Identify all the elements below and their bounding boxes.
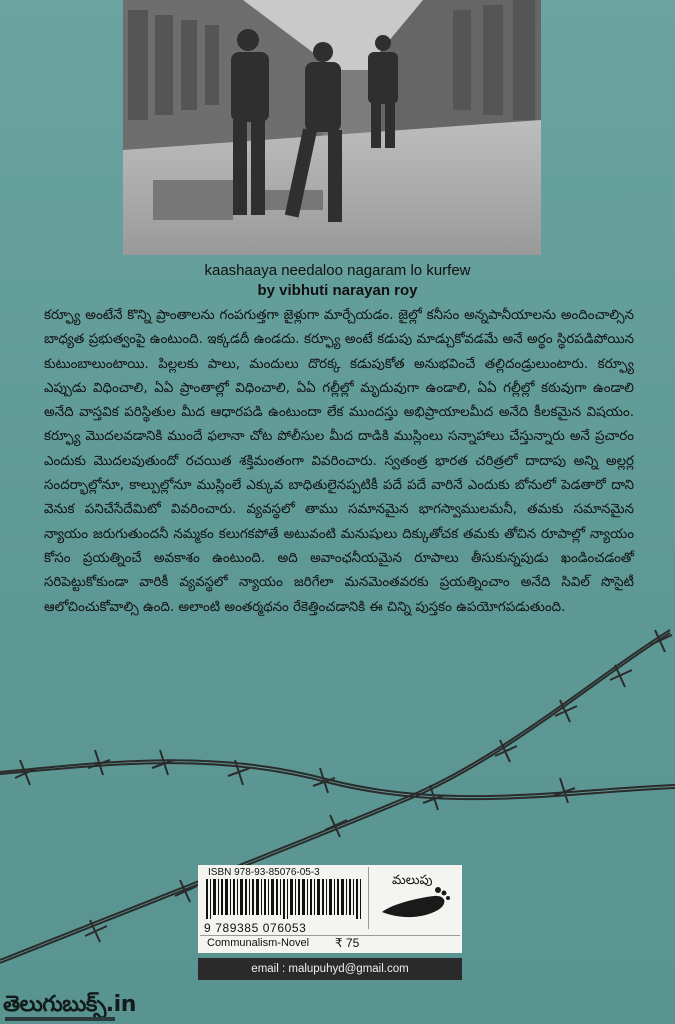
caption-author: by vibhuti narayan roy <box>257 282 418 299</box>
panel-divider-vertical <box>368 867 369 929</box>
blurb-text: కర్ఫ్యూ అంటేనే కొన్ని ప్రాంతాలను గంపగుత్తగా జైళ్లుగా మార్చేయడం. జైల్లో కనీసం అన్నపానీయాలను అందించాల్సిన బాధ్యత ప్రభుత్వంపై ఉంటుంది. ఇక్కడదీ ఉండదు. కర్ఫ్యూ అంటే కడుపు మాడ్చుకోవడమే అనే అర్థం స్థిరపడిపోయిన కుటుంబాలుంటాయి. పిల్లలకు పాలు, మందులు దొరక్క కడుపుకోత అనుభవించే తల్లిదండ్రులుంటారు. కర్ఫ్యూ ఎప్పుడు విధించాలి, ఏఏ ప్రాంతాల్లో విధించాలి, ఏఏ గల్లీల్లో మృదువుగా ఉండాలి, ఏఏ గల్లీల్లో కఠువుగా ఉండాలి అనేది వాస్తవిక పరిస్థితుల మీద ఆధారపడి ఉంటుందా లేక ముందస్తు అభిప్రాయాలమీద అనేది కీలకమైన విషయం. కర్ఫ్యూ మొదలవడానికి ముందే ఫలానా చోట పోలీసుల మీద దాడికి ముస్లింలు సన్నాహాలు చేస్తున్నారు అనే ప్రచారం ఎందుకు మొదలవుతుందో రచయిత శక్తిమంతంగా వివరించారు. స్వతంత్ర భారత చరిత్రలో దాదాపు అన్ని అల్లర్ల సందర్భాల్లోనూ, కాల్పుల్లోనూ ముస్లింలే ఎక్కువ బాధితులైనప్పటికీ పదే పదే వారినే ఎందుకు బోనులో పెడతారో దాని వెనుక పనిచేసేదేమిటో వివరించారు. వ్యవస్థలో తాము సమానమైన భాగస్వాములమనీ, తమకు సమానమైన న్యాయం జరుగుతుందనీ నమ్మకం కలుగకపోతే అటువంటి మనుషులు దిక్కుతోచక తమకు తోచిన రూపాల్లో న్యాయం కోసం ప్రయత్నించే అవకాశం ఉంటుంది. అది అవాంఛనీయమైన రూపాలు తీసుకున్నపుడు ఖండించడంతో సరిపెట్టుకోకుండా వారికీ వ్యవస్థలో న్యాయం జరిగేలా మనమెంతవరకు ప్రయత్నించాం అనేది సివిల్ సొసైటీ ఆలోచించుకోవాల్సి ఉంది. అలాంటి అంతర్మథనం రేకెత్తించడానికి ఈ చిన్ని పుస్తకం ఉపయోగపడుతుంది. <box>44 308 634 615</box>
watermark-underline <box>5 1017 115 1021</box>
publisher-email: email : malupuhyd@gmail.com <box>198 958 462 980</box>
cover-photo <box>123 0 541 255</box>
barcode-bars <box>206 879 364 919</box>
panel-divider-horizontal <box>200 935 460 936</box>
caption-title: kaashaaya needaloo nagaram lo kurfew <box>204 262 471 279</box>
genre-label: Communalism-Novel <box>207 937 310 949</box>
site-watermark: తెలుగుబుక్స్.in <box>3 992 136 1017</box>
isbn-digits: 9 789385 076053 <box>204 921 307 935</box>
isbn-label: ISBN 978-93-85076-05-3 <box>208 867 320 878</box>
publisher-logo-text: మలుపు <box>392 873 433 888</box>
price-label: ₹ 75 <box>335 936 360 950</box>
publisher-logo <box>372 868 458 930</box>
